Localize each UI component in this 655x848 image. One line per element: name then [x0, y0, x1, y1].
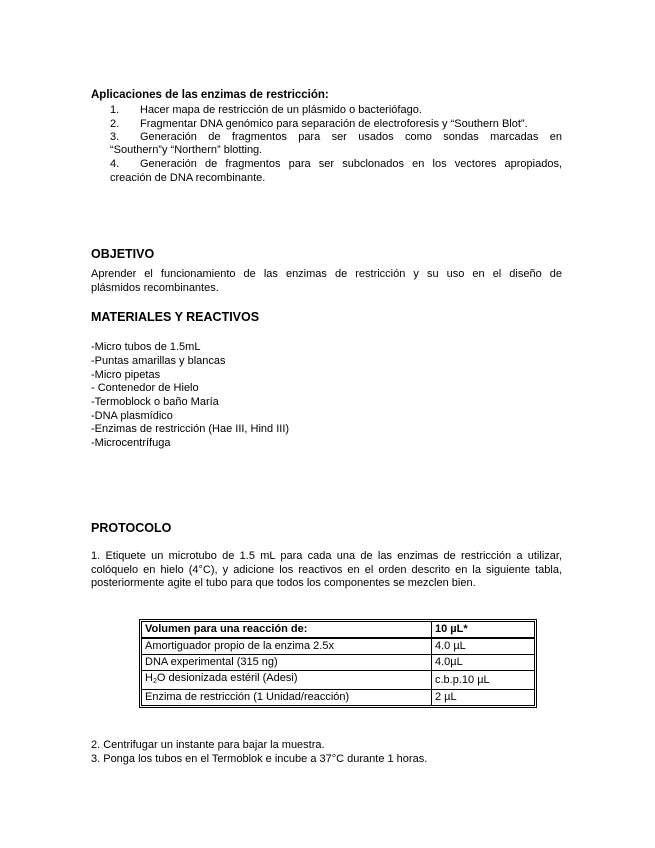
- label-rest: O desionizada estéril (Adesi): [156, 672, 298, 684]
- reaction-table: [139, 619, 537, 708]
- row-label: Enzima de restricción (1 Unidad/reacción): [142, 690, 432, 705]
- table-row: [142, 671, 534, 690]
- table-row: [142, 655, 534, 671]
- objetivo-line-1: Aprender el funcionamiento de las enzimas de restricción y su uso en el diseño de: [91, 268, 562, 280]
- material-item: -Termoblock o baño María: [91, 396, 219, 408]
- item-number: 4.: [110, 158, 120, 170]
- table-row: [142, 690, 534, 705]
- aplicacion-item-4-cont: creación de DNA recombinante.: [110, 172, 266, 184]
- row-value: 4.0 µL: [432, 639, 534, 655]
- item-number: 1.: [110, 104, 120, 116]
- aplicacion-item-3: [110, 130, 562, 144]
- material-item: -DNA plasmídico: [91, 410, 173, 422]
- item-text: Generación de fragmentos para ser subclonados en los vectores apropiados,: [140, 158, 562, 170]
- item-text: Fragmentar DNA genómico para separación de electroforesis y “Southern Blot”.: [140, 118, 528, 130]
- aplicacion-item-1: [110, 103, 422, 117]
- protocolo-step-1-line-1: 1. Etiquete un microtubo de 1.5 mL para cada una de las enzimas de restricción a utilizar,: [91, 550, 562, 562]
- header-value: 10 µL*: [432, 622, 534, 639]
- table-row: [142, 639, 534, 655]
- material-item: -Microcentrífuga: [91, 437, 171, 449]
- item-text: Generación de fragmentos para ser usados como sondas marcadas en: [140, 131, 562, 143]
- h-symbol: H: [145, 672, 153, 684]
- objetivo-line-2: plásmidos recombinantes.: [91, 282, 219, 294]
- material-item: -Micro pipetas: [91, 369, 161, 381]
- material-item: -Puntas amarillas y blancas: [91, 355, 226, 367]
- protocolo-title: PROTOCOLO: [91, 521, 172, 535]
- aplicacion-item-4: [110, 157, 562, 171]
- protocolo-step-3: 3. Ponga los tubos en el Termoblok e incube a 37°C durante 1 horas.: [91, 753, 428, 765]
- aplicacion-item-3-cont: “Southern”y “Northern” blotting.: [110, 144, 263, 156]
- protocolo-step-1-line-2: colóquelo en hielo (4°C), y adicione los reactivos en el orden descrito en la siguiente tabla,: [91, 564, 562, 576]
- row-value: c.b.p.10 µL: [432, 671, 534, 690]
- aplicaciones-title: Aplicaciones de las enzimas de restricción:: [91, 89, 329, 101]
- table-header-row: [142, 622, 534, 639]
- row-label: [142, 671, 432, 690]
- item-number: 2.: [110, 118, 120, 130]
- aplicacion-item-2: [110, 117, 528, 131]
- material-item: -Enzimas de restricción (Hae III, Hind III): [91, 423, 290, 435]
- protocolo-step-2: 2. Centrifugar un instante para bajar la muestra.: [91, 739, 325, 751]
- row-label: DNA experimental (315 ng): [142, 655, 432, 671]
- material-item: - Contenedor de Hielo: [91, 382, 199, 394]
- item-text: Hacer mapa de restricción de un plásmido o bacteriófago.: [140, 104, 422, 116]
- item-number: 3.: [110, 131, 120, 143]
- row-label: Amortiguador propio de la enzima 2.5x: [142, 639, 432, 655]
- materiales-title: MATERIALES Y REACTIVOS: [91, 310, 260, 324]
- material-item: -Micro tubos de 1.5mL: [91, 341, 201, 353]
- header-label: Volumen para una reacción de:: [142, 622, 432, 639]
- row-value: 4.0µL: [432, 655, 534, 671]
- subscript-2: 2: [152, 678, 157, 685]
- row-value: 2 µL: [435, 691, 457, 703]
- objetivo-title: OBJETIVO: [91, 247, 155, 261]
- protocolo-step-1-line-3: posteriormente agite el tubo para que todos los componentes se mezclen bien.: [91, 577, 476, 589]
